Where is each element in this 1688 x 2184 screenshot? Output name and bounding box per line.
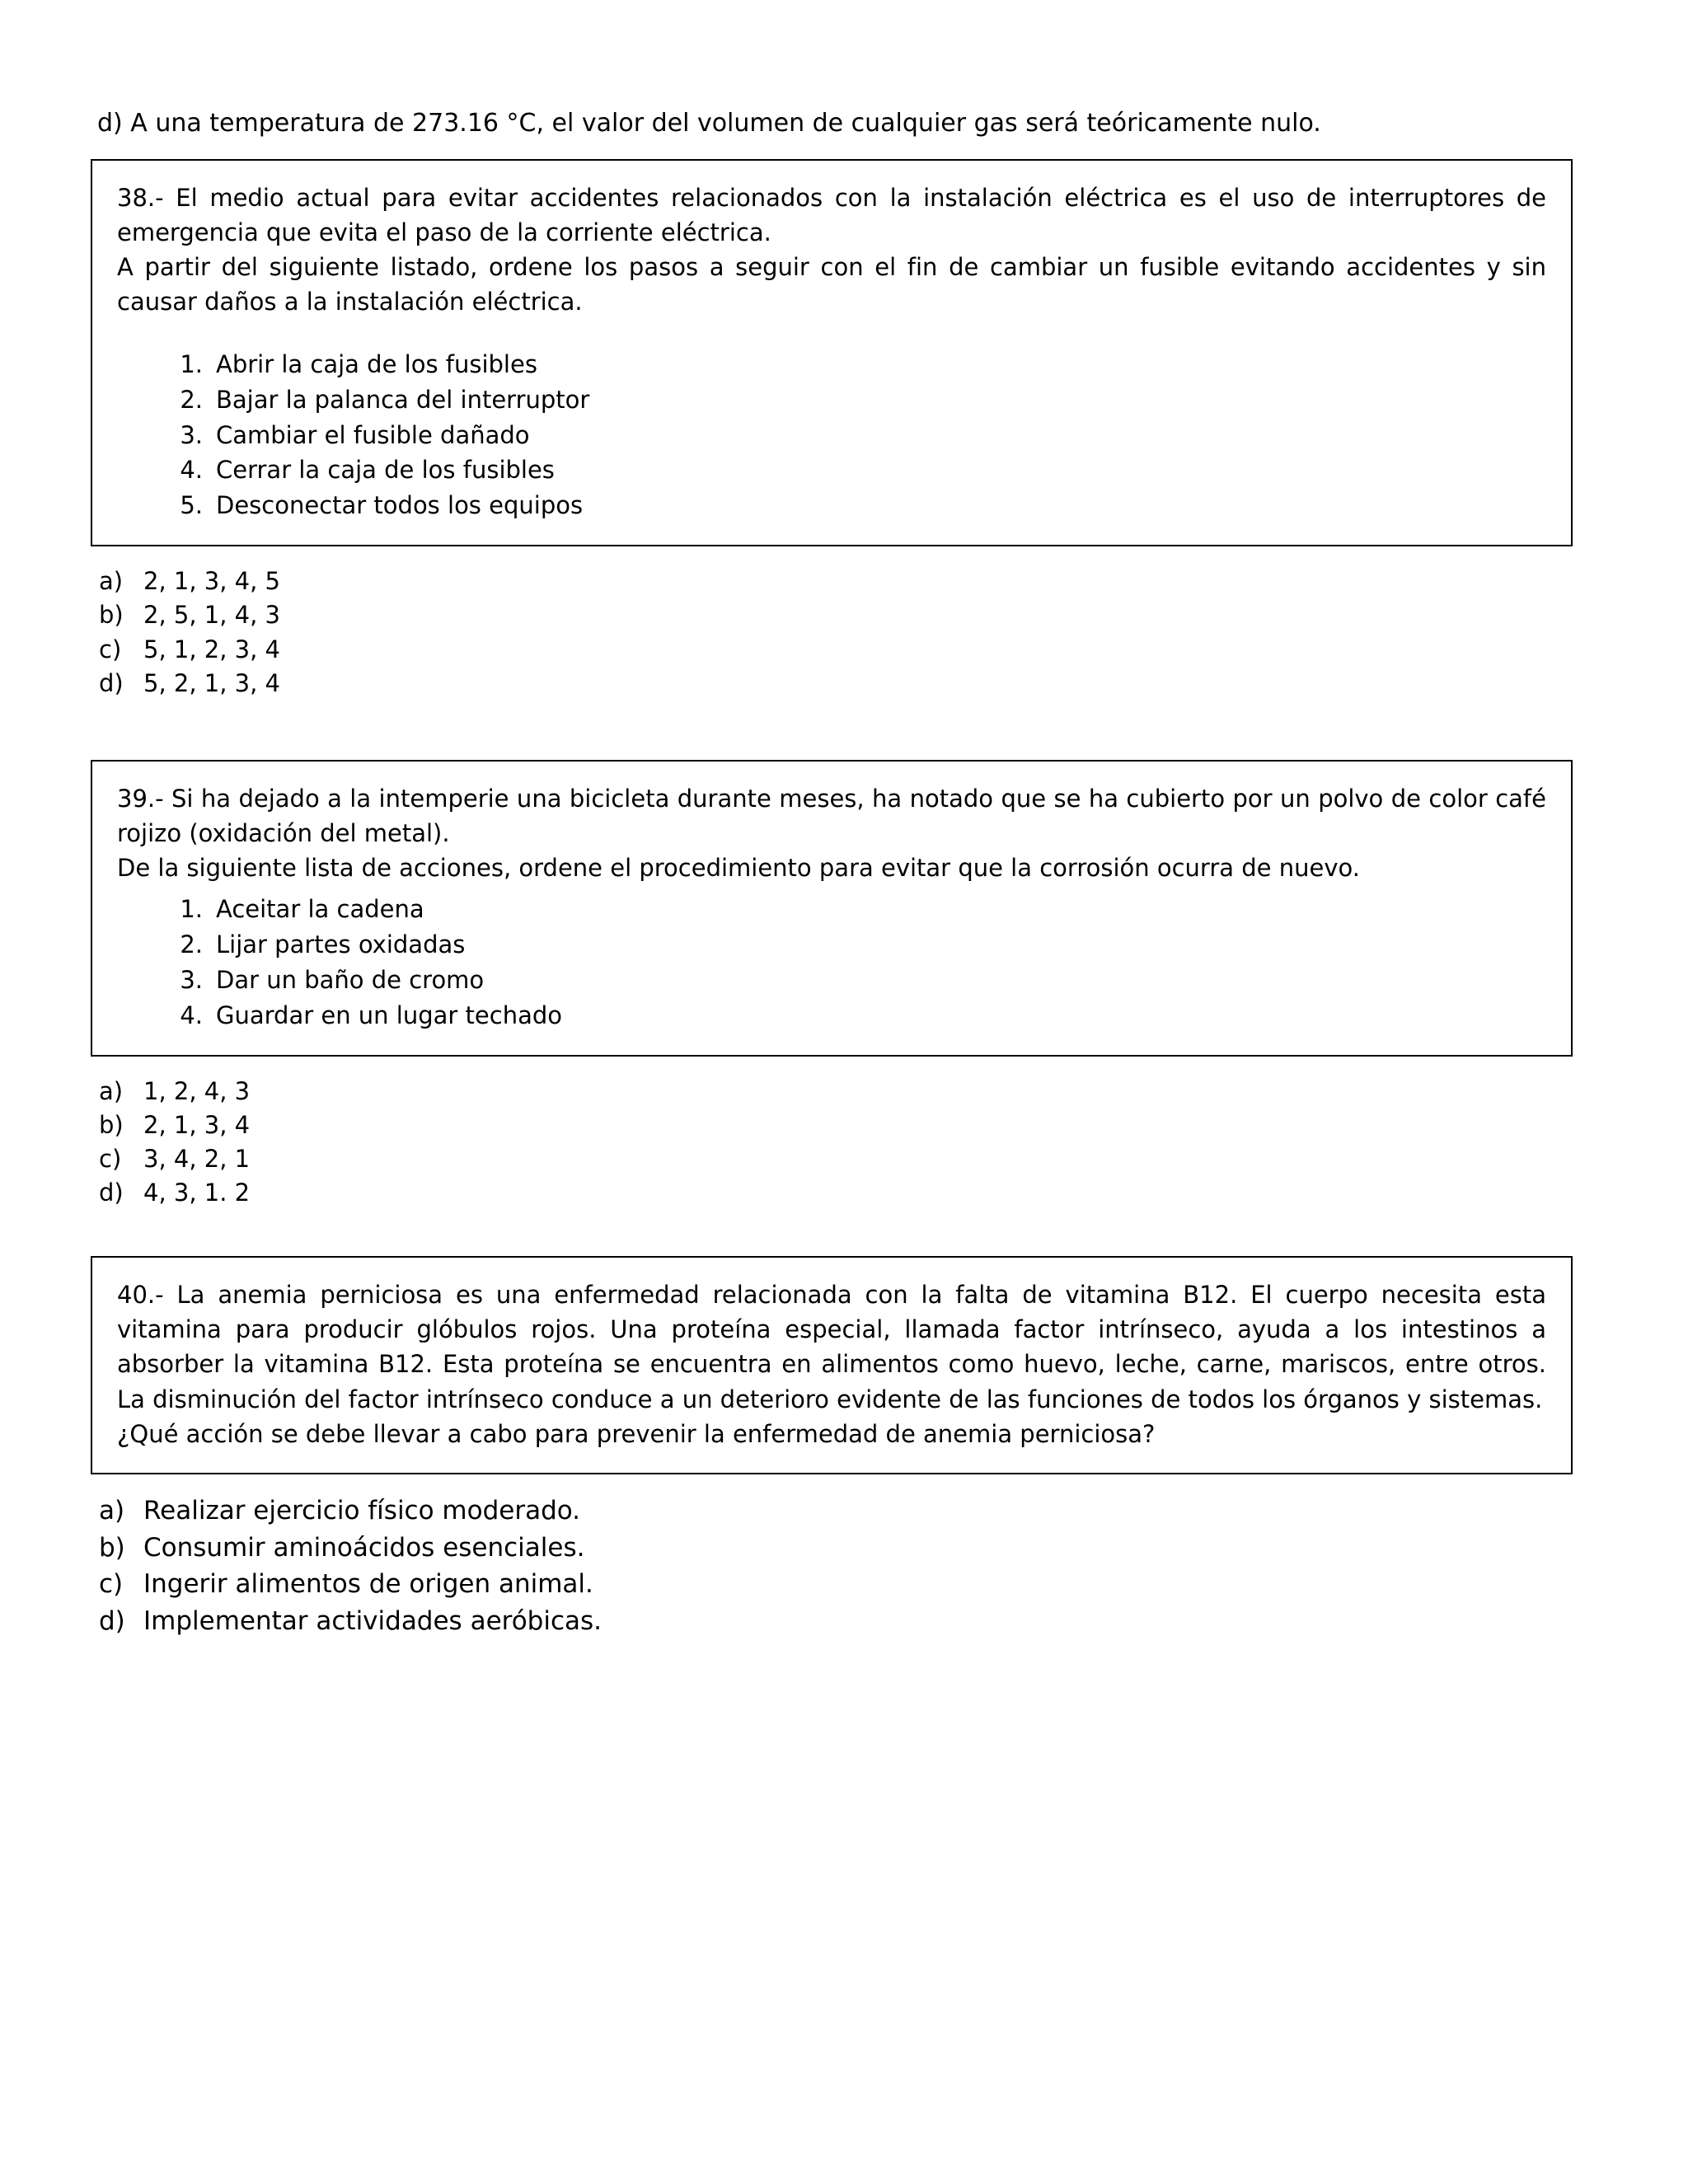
option-a-label: a) [99, 1495, 125, 1526]
question-38-item-list [117, 347, 1546, 524]
option-b-text: 2, 5, 1, 4, 3 [143, 601, 280, 630]
option-a-label: a) [99, 567, 124, 596]
list-item-label: Guardar en un lugar techado [216, 1001, 562, 1029]
list-item-label: Bajar la palanca del interruptor [216, 385, 590, 414]
list-item [175, 927, 1546, 963]
list-item-number: 5. [180, 491, 203, 520]
list-item-number: 1. [180, 895, 203, 924]
list-item-label: Aceitar la cadena [216, 895, 424, 924]
option-b-label: b) [99, 1110, 124, 1139]
option-b-text: 2, 1, 3, 4 [143, 1110, 251, 1139]
list-item-label: Cambiar el fusible dañado [216, 420, 530, 449]
list-item-number: 4. [180, 1001, 203, 1029]
option-c-label: c) [99, 1145, 122, 1174]
option-d-text: 5, 2, 1, 3, 4 [143, 668, 280, 697]
list-item [175, 488, 1546, 523]
option-a-text: Realizar ejercicio físico moderado. [143, 1495, 581, 1526]
list-item-label: Desconectar todos los equipos [216, 491, 584, 520]
option-d-label: d) [99, 1179, 124, 1207]
question-40-stem-box [91, 1256, 1573, 1474]
list-item-number: 4. [180, 456, 203, 485]
option-a-text: 1, 2, 4, 3 [143, 1076, 251, 1105]
option-c-text: 3, 4, 2, 1 [143, 1145, 251, 1174]
list-item-label: Cerrar la caja de los fusibles [216, 456, 555, 485]
question-38-options [91, 565, 1573, 701]
list-item-number: 2. [180, 385, 203, 414]
list-item [175, 892, 1546, 927]
option-b-label: b) [99, 1532, 125, 1563]
option-c-label: c) [99, 635, 122, 663]
question-40-stem-question: ¿Qué acción se debe llevar a cabo para prevenir la enfermedad de anemia perniciosa? [117, 1419, 1156, 1448]
option-c-text: Ingerir alimentos de origen animal. [143, 1569, 593, 1600]
question-38-stem-paragraph-2: A partir del siguiente listado, ordene los pasos a seguir con el fin de cambiar un fusible evitando accidentes y sin causar daños a la instalación eléctrica. [117, 252, 1546, 316]
option-d-text: Implementar actividades aeróbicas. [143, 1606, 603, 1637]
list-item-label: Dar un baño de cromo [216, 965, 485, 994]
option-c[interactable] [99, 1142, 1573, 1176]
option-c[interactable] [99, 1566, 1573, 1603]
option-d[interactable] [99, 667, 1573, 701]
option-b-label: b) [99, 601, 124, 630]
question-39-stem-paragraph-2: De la siguiente lista de acciones, ordene el procedimiento para evitar que la corrosión ocurra de nuevo. [117, 854, 1360, 882]
option-a[interactable] [99, 1075, 1573, 1108]
option-a-label: a) [99, 1076, 124, 1105]
list-item [175, 452, 1546, 488]
option-a-text: 2, 1, 3, 4, 5 [143, 567, 280, 596]
list-item-number: 2. [180, 930, 203, 958]
option-b[interactable] [99, 598, 1573, 632]
spacer [91, 1210, 1573, 1256]
option-a[interactable] [99, 565, 1573, 598]
list-item [175, 347, 1546, 382]
option-b[interactable] [99, 1108, 1573, 1142]
previous-question-option-d: d) A una temperatura de 273.16 °C, el valor del volumen de cualquier gas será teóricamente nulo. [97, 109, 1321, 138]
list-item [175, 382, 1546, 418]
option-c-label: c) [99, 1569, 124, 1600]
list-item-number: 1. [180, 349, 203, 378]
option-d-label: d) [99, 1606, 125, 1637]
list-item [175, 998, 1546, 1033]
question-38-stem-box [91, 159, 1573, 547]
option-d-text: 4, 3, 1. 2 [143, 1179, 251, 1207]
option-c[interactable] [99, 633, 1573, 667]
question-39-stem-box [91, 760, 1573, 1057]
list-item [175, 963, 1546, 998]
list-item-label: Lijar partes oxidadas [216, 930, 466, 958]
option-b-text: Consumir aminoácidos esenciales. [143, 1532, 585, 1563]
option-a[interactable] [99, 1493, 1573, 1530]
option-c-text: 5, 1, 2, 3, 4 [143, 635, 280, 663]
list-item [175, 418, 1546, 453]
list-item-number: 3. [180, 965, 203, 994]
option-d[interactable] [99, 1176, 1573, 1210]
question-39-item-list [117, 892, 1546, 1033]
question-39-options [91, 1075, 1573, 1211]
question-39-stem-paragraph-1: 39.- Si ha dejado a la intemperie una bicicleta durante meses, ha notado que se ha cubierto por un polvo de color café rojizo (oxidación del metal). [117, 784, 1546, 847]
spacer [91, 701, 1573, 760]
option-d[interactable] [99, 1603, 1573, 1640]
question-40-options [91, 1493, 1573, 1641]
question-38-stem-paragraph-1: 38.- El medio actual para evitar accidentes relacionados con la instalación eléctrica es el uso de interruptores de emergencia que evita el paso de la corriente eléctrica. [117, 183, 1546, 246]
list-item-label: Abrir la caja de los fusibles [216, 349, 537, 378]
option-b[interactable] [99, 1530, 1573, 1567]
list-item-number: 3. [180, 420, 203, 449]
question-40-stem-paragraph-1: 40.- La anemia perniciosa es una enfermedad relacionada con la falta de vitamina B12. El cuerpo necesita esta vitamina para producir glóbulos rojos. Una proteína especial, llamada factor intrínseco, ayuda a los intestinos a absorber la vitamina B12. Esta proteína se encuentra en alimentos como huevo, leche, carne, mariscos, entre otros. La disminución del factor intrínseco conduce a un deterioro evidente de las funciones de todos los órganos y sistemas. [117, 1281, 1546, 1413]
option-d-label: d) [99, 668, 124, 697]
